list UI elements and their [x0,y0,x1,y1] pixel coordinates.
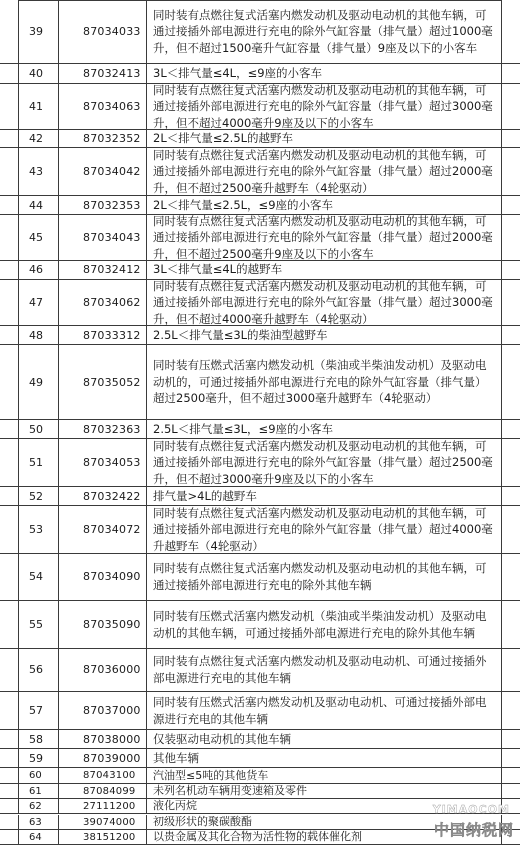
description-text: 初级形状的聚碳酸酯 [153,815,252,828]
watermark-bottom-text: 中国纳税网 [433,821,514,839]
row-number-cell: 59 [18,749,58,767]
tariff-code-cell: 87032412 [58,260,146,279]
description-text: 仅装驱动电动机的其他车辆 [153,731,291,746]
tariff-code-cell: 39074000 [58,815,146,829]
row-number-cell: 60 [18,768,58,783]
table-row [0,439,520,487]
table-row [0,148,520,196]
table-row [0,506,520,554]
tariff-code-cell: 87034072 [58,506,146,553]
description-cell [146,768,502,783]
description-text: 其他车辆 [153,750,199,765]
tariff-code-cell: 87036000 [58,648,146,691]
tariff-code-cell: 38151200 [58,830,146,844]
description-cell [146,506,502,553]
description-cell [146,749,502,767]
row-number-cell: 49 [18,345,58,419]
tariff-code-cell: 87034062 [58,280,146,325]
table-row [0,692,520,730]
description-text: 液化丙烷 [153,799,197,812]
table-row [0,129,520,148]
description-text: 同时装有点燃往复式活塞内燃发动机及驱动电动机的其他车辆，可通过接插外部电源进行充电的除外气缸容量（排气量）超过1000毫升，但不超过1500毫升气缸容量（排气量）9座及以下的小客车 [153,7,493,55]
row-number-cell: 62 [18,799,58,813]
description-text: 汽油型≤5吨的其他货车 [153,768,269,782]
watermark-top-text: YIMAOCOM [432,803,510,816]
tariff-code-cell: 87032422 [58,487,146,505]
description-text: 同时装有压燃式活塞内燃发动机（柴油或半柴油发动机）及驱动电动机的其他车辆，可通过接插外部电源进行充电的除外其他车辆 [153,609,487,640]
tariff-code-cell: 87043100 [58,768,146,783]
tariff-code-cell: 87034033 [58,0,146,63]
tariff-code-cell: 87032413 [58,64,146,83]
row-number-cell: 47 [18,280,58,325]
row-number-cell: 46 [18,260,58,279]
table-row [0,0,520,64]
description-text: 2.5L＜排气量≤3L，≤9座的小客车 [153,421,334,436]
description-cell [146,84,502,129]
description-cell [146,0,502,63]
description-cell [146,730,502,748]
row-number-cell: 58 [18,730,58,748]
description-text: 同时装有点燃往复式活塞内燃发动机及驱动电动机的其他车辆，可通过接插外部电源进行充电的除外其他车辆 [153,561,487,592]
table-row [0,784,520,799]
table-row [0,487,520,506]
description-text: 同时装有压燃式活塞内燃发动机及驱动电动机、可通过接插外部电源进行充电的其他车辆 [153,695,487,726]
description-text: 3L＜排气量≤4L，≤9座的小客车 [153,66,323,81]
description-text: 2.5L＜排气量≤3L的柴油型越野车 [153,327,328,342]
row-number-cell: 50 [18,420,58,438]
table-row [0,768,520,784]
description-text: 同时装有点燃往复式活塞内燃发动机及驱动电动机的其他车辆，可通过接插外部电源进行充电的除外气缸容量（排气量）超过4000毫升越野车（4轮驱动） [153,505,493,553]
tariff-code-cell: 87034090 [58,553,146,600]
description-text: 同时装有点燃往复式活塞内燃发动机及驱动电动机的其他车辆，可通过接插外部电源进行充电的除外气缸容量（排气量）超过2500毫升，但不超过3000毫升9座及以下的小客车 [153,438,493,486]
row-number-cell: 53 [18,506,58,553]
description-cell [146,601,502,648]
description-text: 同时装有点燃往复式活塞内燃发动机及驱动电动机的其他车辆，可通过接插外部电源进行充电的除外气缸容量（排气量）超过2000毫升，但不超过2500毫升越野车（4轮驱动） [153,147,493,195]
row-number-cell: 57 [18,692,58,729]
row-number-cell: 43 [18,148,58,195]
description-cell [146,280,502,325]
tariff-code-cell: 87039000 [58,749,146,767]
description-cell [146,648,502,691]
tariff-code-cell: 87032353 [58,196,146,214]
tariff-code-cell: 87035052 [58,345,146,419]
tariff-code-cell: 87032363 [58,420,146,438]
tariff-code-cell: 87035090 [58,601,146,648]
description-cell [146,784,502,798]
table-row [0,84,520,130]
tariff-code-cell: 87033312 [58,326,146,344]
description-cell [146,345,502,419]
row-number-cell: 42 [18,129,58,147]
description-cell [146,830,502,844]
tariff-code-cell: 27111200 [58,799,146,813]
description-cell [146,215,502,260]
row-number-cell: 56 [18,648,58,691]
description-text: 排气量>4L的越野车 [153,488,257,503]
tariff-code-cell: 87034053 [58,439,146,486]
row-number-cell: 48 [18,326,58,344]
tariff-code-cell: 87084099 [58,784,146,798]
description-text: 同时装有点燃往复式活塞内燃发动机及驱动电动机的其他车辆，可通过接插外部电源进行充电的除外气缸容量（排气量）超过3000毫升，但不超过4000毫升9座及以下的小客车 [153,82,493,130]
row-number-cell: 39 [18,0,58,63]
description-cell [146,64,502,83]
description-text: 同时装有点燃往复式活塞内燃发动机及驱动电动机的其他车辆，可通过接插外部电源进行充电的除外气缸容量（排气量）超过3000毫升，但不超过4000毫升越野车（4轮驱动） [153,278,493,326]
row-number-cell: 40 [18,64,58,83]
table-row [0,326,520,345]
table-row [0,830,520,845]
description-cell [146,553,502,600]
row-number-cell: 45 [18,215,58,260]
description-text: 2L＜排气量≤2.5L，≤9座的小客车 [153,197,334,212]
description-cell [146,692,502,729]
tariff-code-cell: 87034043 [58,215,146,260]
description-text: 未列名机动车辆用变速箱及零件 [153,784,307,797]
table-row [0,648,520,692]
description-text: 同时装有点燃往复式活塞内燃发动机及驱动电动机的其他车辆，可通过接插外部电源进行充电的除外气缸容量（排气量）超过2000毫升，但不超过2500毫升9座及以下的小客车 [153,213,493,261]
table-row [0,420,520,439]
row-number-cell: 64 [18,830,58,844]
tariff-code-cell: 87034063 [58,84,146,129]
description-cell [146,196,502,214]
tariff-code-cell: 87034042 [58,148,146,195]
tariff-code-cell: 87037000 [58,692,146,729]
table-row [0,815,520,830]
description-text: 2L＜排气量≤2.5L的越野车 [153,130,294,145]
description-cell [146,487,502,505]
description-cell [146,260,502,279]
description-cell [146,148,502,195]
table-row [0,799,520,814]
table-row [0,601,520,649]
table-row [0,730,520,749]
tariff-code-cell: 87038000 [58,730,146,748]
description-cell [146,799,502,813]
description-text: 以贵金属及其化合物为活性物的载体催化剂 [153,830,362,843]
description-cell [146,815,502,829]
row-number-cell: 51 [18,439,58,486]
description-text: 3L＜排气量≤4L的越野车 [153,262,283,277]
tariff-code-cell: 87032352 [58,129,146,147]
description-cell [146,439,502,486]
row-number-cell: 44 [18,196,58,214]
description-cell [146,326,502,344]
table-row [0,749,520,768]
description-cell [146,420,502,438]
table-row [0,215,520,261]
row-number-cell: 54 [18,553,58,600]
description-text: 同时装有点燃往复式活塞内燃发动机及驱动电动机、可通过接插外部电源进行充电的其他车辆 [153,654,487,685]
row-number-cell: 41 [18,84,58,129]
description-cell [146,129,502,147]
table-row [0,280,520,326]
row-number-cell: 61 [18,784,58,798]
table-row [0,553,520,601]
description-text: 同时装有压燃式活塞内燃发动机（柴油或半柴油发动机）及驱动电动机的，可通过接插外部电源进行充电的除外气缸容量（排气量）超过2500毫升，但不超过3000毫升越野车（4轮驱动） [153,358,487,406]
row-number-cell: 63 [18,815,58,829]
row-number-cell: 55 [18,601,58,648]
table-row [0,345,520,420]
row-number-cell: 52 [18,487,58,505]
